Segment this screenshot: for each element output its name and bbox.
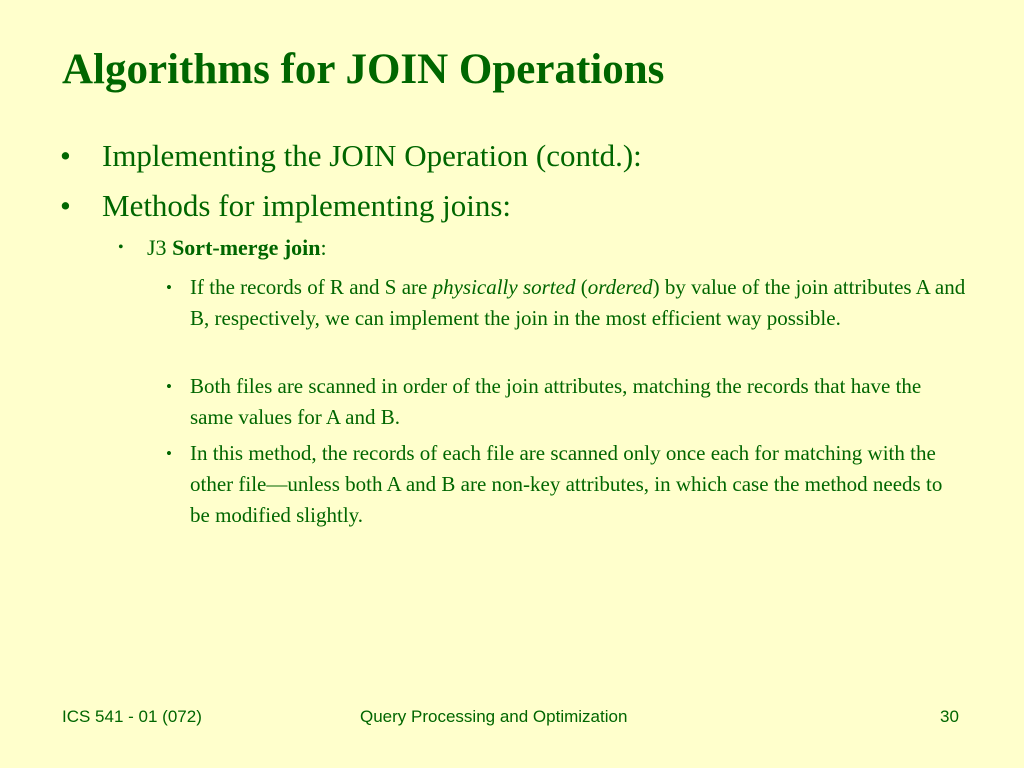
- slide-title: Algorithms for JOIN Operations: [62, 46, 665, 93]
- subbullet-suffix: :: [320, 235, 327, 260]
- item-text-italic: ordered: [587, 275, 653, 299]
- footer-course: ICS 541 - 01 (072): [62, 707, 202, 726]
- bullet-text: Implementing the JOIN Operation (contd.):: [102, 138, 642, 173]
- item-text-part: ) by value of the join attributes A and B, respectively, we can implement the join in the most efficient way possible.: [190, 275, 966, 330]
- item-text: Both files are scanned in order of the join attributes, matching the records that have the same values for A and B.: [190, 374, 922, 429]
- footer-page-number: 30: [940, 707, 959, 726]
- subbullet-text: [147, 233, 327, 263]
- item-text-part: (: [575, 275, 588, 299]
- bullet-text: Methods for implementing joins:: [102, 188, 511, 223]
- bullet-marker: •: [166, 377, 172, 396]
- item-text: In this method, the records of each file are scanned only once each for matching with the other file—unless both A and B are non-key attributes, in which case the method needs to be modified slightly.: [190, 441, 943, 527]
- item-text: [190, 272, 966, 334]
- bullet-marker: •: [60, 138, 71, 173]
- subbullet-prefix: J3: [147, 235, 173, 260]
- item-text-italic: physically sorted: [432, 275, 576, 299]
- footer-topic: Query Processing and Optimization: [360, 707, 628, 726]
- item-text-part: If the records of R and S are: [190, 275, 433, 299]
- bullet-marker: •: [118, 239, 124, 256]
- subbullet-bold-term: Sort-merge join: [172, 235, 321, 260]
- bullet-marker: •: [166, 278, 172, 297]
- bullet-marker: •: [60, 188, 71, 223]
- bullet-marker: •: [166, 444, 172, 463]
